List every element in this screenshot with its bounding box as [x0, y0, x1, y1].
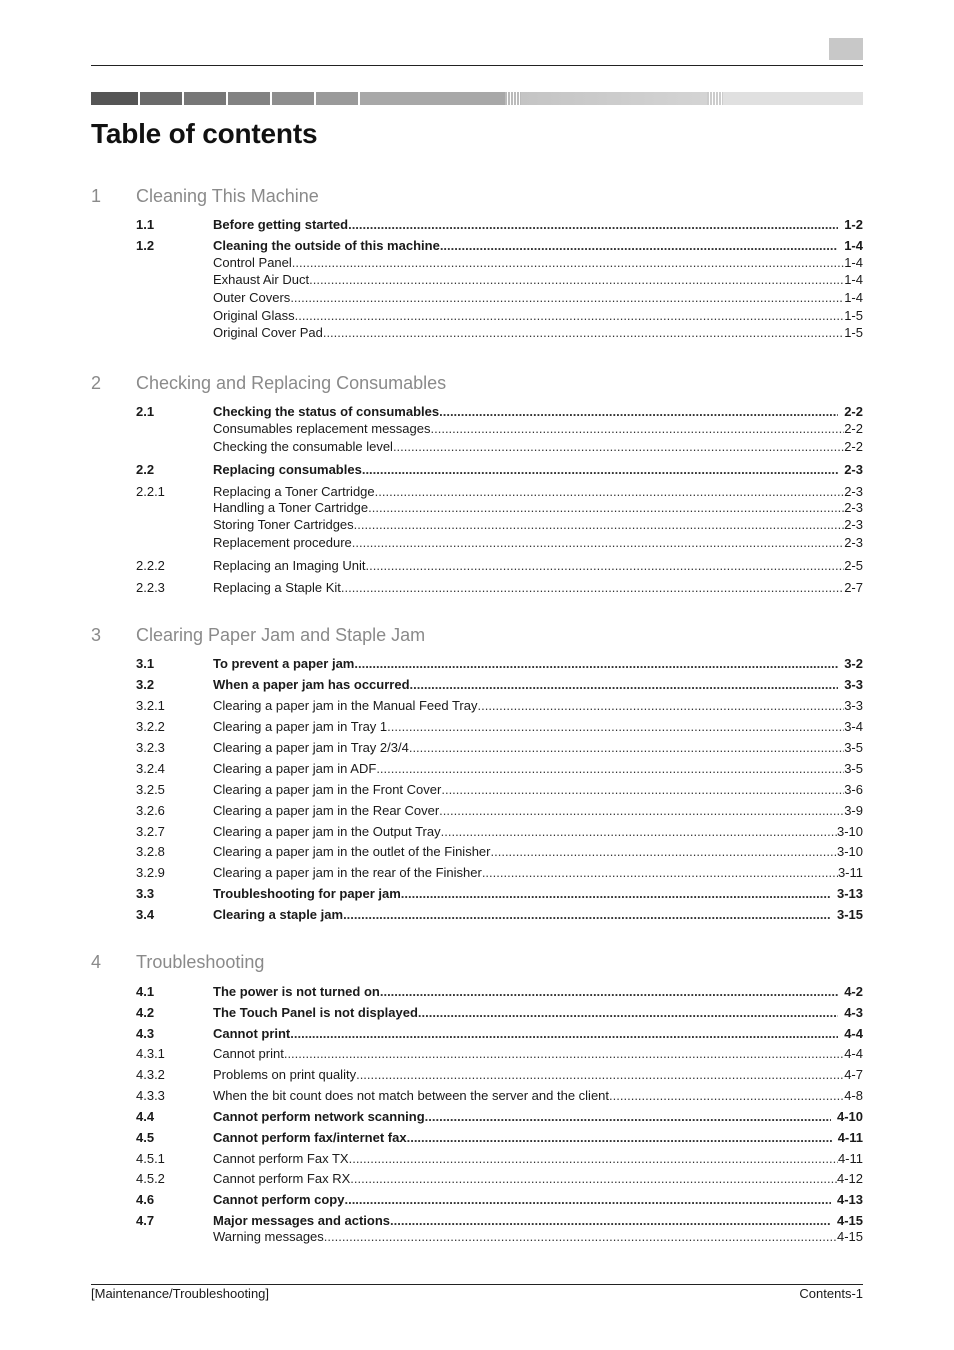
page-title: Table of contents [91, 118, 318, 149]
entry-number: 4.5.2 [136, 1171, 165, 1186]
header-tab-marker [829, 38, 863, 60]
entry-page: 3-10 [836, 824, 863, 839]
dot-leader [431, 421, 845, 437]
entry-page: 4-13 [836, 1192, 863, 1207]
dot-leader [290, 1026, 838, 1042]
entry-title: Cannot perform network scanning [213, 1109, 425, 1124]
entry-page: 4-2 [844, 984, 863, 999]
entry-leader-line [213, 1067, 863, 1083]
entry-number: 4.3.1 [136, 1046, 165, 1061]
toc-subsection-entry[interactable] [0, 719, 954, 735]
entry-number: 4.4 [136, 1109, 155, 1124]
dot-leader [441, 824, 837, 840]
toc-subsection-entry[interactable] [0, 1229, 954, 1245]
dot-leader [441, 782, 844, 798]
dot-leader [380, 984, 838, 1000]
dot-leader [482, 865, 838, 881]
toc-subsection-entry[interactable] [0, 325, 954, 341]
entry-title: To prevent a paper jam [213, 656, 355, 671]
entry-leader-line [213, 761, 863, 777]
entry-page: 2-3 [844, 517, 863, 532]
toc-section-entry[interactable] [0, 886, 954, 902]
entry-page: 3-10 [836, 844, 863, 859]
entry-number: 4.3.3 [136, 1088, 165, 1103]
dot-leader [348, 217, 838, 233]
dot-leader [440, 238, 838, 254]
entry-page: 1-4 [844, 255, 863, 270]
entry-title: Storing Toner Cartridges [213, 517, 354, 532]
entry-page: 2-3 [844, 484, 863, 499]
dot-leader [292, 255, 844, 271]
entry-page: 2-3 [844, 500, 863, 515]
entry-title: Replacing consumables [213, 462, 362, 477]
entry-page: 2-2 [844, 421, 863, 436]
toc-subsection-entry[interactable] [0, 1088, 954, 1104]
entry-number: 4.3.2 [136, 1067, 165, 1082]
entry-title: Clearing a paper jam in the Output Tray [213, 824, 441, 839]
entry-page: 3-6 [844, 782, 863, 797]
chapter-title: Cleaning This Machine [136, 186, 319, 206]
entry-page: 1-2 [844, 217, 863, 232]
entry-leader-line [213, 439, 863, 455]
entry-page: 4-4 [844, 1046, 863, 1061]
dot-leader [356, 1067, 844, 1083]
dot-leader [324, 1229, 837, 1245]
dot-leader [362, 462, 838, 478]
toc-subsection-entry[interactable] [0, 824, 954, 840]
entry-number: 2.2.2 [136, 558, 165, 573]
entry-title: Clearing a paper jam in the rear of the Finisher [213, 865, 482, 880]
entry-number: 2.2.1 [136, 484, 165, 499]
entry-title: Major messages and actions [213, 1213, 391, 1228]
toc-subsection-entry[interactable] [0, 782, 954, 798]
entry-leader-line [213, 1046, 863, 1062]
entry-page: 3-5 [844, 740, 863, 755]
entry-leader-line [213, 421, 863, 437]
entry-title: Clearing a paper jam in ADF [213, 761, 377, 776]
toc-section-entry[interactable] [0, 677, 954, 693]
entry-number: 4.7 [136, 1213, 155, 1228]
entry-title: Original Cover Pad [213, 325, 323, 340]
toc-subsection-entry[interactable] [0, 558, 954, 574]
entry-leader-line [213, 677, 863, 693]
entry-leader-line [213, 698, 863, 714]
entry-page: 3-13 [836, 886, 863, 901]
entry-number: 3.2.2 [136, 719, 165, 734]
toc-subsection-entry[interactable] [0, 1171, 954, 1187]
chapter-number: 3 [91, 625, 102, 645]
entry-page: 4-15 [836, 1213, 863, 1228]
entry-title: Checking the status of consumables [213, 404, 440, 419]
entry-number: 2.1 [136, 404, 155, 419]
entry-title: Control Panel [213, 255, 292, 270]
dot-leader [387, 719, 844, 735]
chapter-number: 1 [91, 186, 102, 206]
chapter-title: Clearing Paper Jam and Staple Jam [136, 625, 426, 645]
toc-subsection-entry[interactable] [0, 1046, 954, 1062]
dot-leader [407, 1130, 832, 1146]
entry-leader-line [213, 1229, 863, 1245]
entry-title: Clearing a paper jam in the Manual Feed Tray [213, 698, 478, 713]
toc-subsection-entry[interactable] [0, 421, 954, 437]
toc-section-entry[interactable] [0, 656, 954, 672]
toc-subsection-entry[interactable] [0, 740, 954, 756]
entry-leader-line [213, 984, 863, 1000]
toc-section-entry[interactable] [0, 238, 954, 254]
entry-title: Warning messages [213, 1229, 324, 1244]
dot-leader [390, 1213, 831, 1229]
dot-leader [376, 761, 844, 777]
entry-page: 4-10 [836, 1109, 863, 1124]
entry-page: 1-4 [844, 272, 863, 287]
entry-title: Clearing a paper jam in the Rear Cover [213, 803, 440, 818]
entry-page: 2-2 [844, 404, 863, 419]
entry-page: 3-3 [844, 677, 863, 692]
entry-leader-line [213, 462, 863, 478]
entry-title: When a paper jam has occurred [213, 677, 410, 692]
entry-title: Cannot perform Fax RX [213, 1171, 351, 1186]
entry-leader-line [213, 740, 863, 756]
entry-page: 3-2 [844, 656, 863, 671]
dot-leader [425, 1109, 831, 1125]
entry-leader-line [213, 886, 863, 902]
entry-title: Troubleshooting for paper jam [213, 886, 401, 901]
toc-subsection-entry[interactable] [0, 439, 954, 455]
entry-leader-line [213, 217, 863, 233]
entry-number: 3.2.3 [136, 740, 165, 755]
toc-subsection-entry[interactable] [0, 500, 954, 516]
entry-number: 4.5.1 [136, 1151, 165, 1166]
entry-number: 3.2.7 [136, 824, 165, 839]
entry-leader-line [213, 517, 863, 533]
entry-title: Original Glass [213, 308, 295, 323]
entry-title: Consumables replacement messages [213, 421, 431, 436]
entry-page: 2-7 [844, 580, 863, 595]
entry-title: Cannot perform fax/internet fax [213, 1130, 407, 1145]
toc-subsection-entry[interactable] [0, 1067, 954, 1083]
entry-title: The power is not turned on [213, 984, 380, 999]
entry-page: 2-3 [844, 535, 863, 550]
entry-number: 2.2 [136, 462, 155, 477]
entry-number: 3.4 [136, 907, 155, 922]
footer-rule [91, 1284, 863, 1285]
entry-number: 3.2.4 [136, 761, 165, 776]
dot-leader [343, 907, 831, 923]
dot-leader [491, 844, 837, 860]
entry-number: 3.3 [136, 886, 155, 901]
toc-subsection-entry[interactable] [0, 580, 954, 596]
entry-title: The Touch Panel is not displayed [213, 1005, 418, 1020]
entry-leader-line [213, 865, 863, 881]
toc-subsection-entry[interactable] [0, 517, 954, 533]
dot-leader [349, 1151, 838, 1167]
entry-number: 4.2 [136, 1005, 155, 1020]
dot-leader [477, 698, 844, 714]
entry-number: 3.2.8 [136, 844, 165, 859]
entry-number: 3.2.1 [136, 698, 165, 713]
entry-leader-line [213, 1192, 863, 1208]
entry-leader-line [213, 1088, 863, 1104]
entry-leader-line [213, 907, 863, 923]
dot-leader [341, 580, 844, 596]
toc-subsection-entry[interactable] [0, 484, 954, 500]
entry-page: 1-5 [844, 308, 863, 323]
toc-subsection-entry[interactable] [0, 272, 954, 288]
entry-leader-line [213, 308, 863, 324]
entry-title: Handling a Toner Cartridge [213, 500, 369, 515]
entry-number: 4.5 [136, 1130, 155, 1145]
toc-section-entry[interactable] [0, 1026, 954, 1042]
entry-title: Replacing an Imaging Unit [213, 558, 366, 573]
entry-page: 2-2 [844, 439, 863, 454]
dot-leader [354, 517, 845, 533]
entry-leader-line [213, 803, 863, 819]
entry-page: 4-15 [836, 1229, 863, 1244]
entry-title: Before getting started [213, 217, 349, 232]
entry-leader-line [213, 656, 863, 672]
toc-subsection-entry[interactable] [0, 761, 954, 777]
dot-leader [365, 558, 844, 574]
toc-subsection-entry[interactable] [0, 698, 954, 714]
entry-title: Clearing a paper jam in Tray 2/3/4 [213, 740, 409, 755]
dot-leader [401, 886, 831, 902]
entry-number: 2.2.3 [136, 580, 165, 595]
decorative-header-stripe [91, 92, 863, 105]
entry-title: Clearing a paper jam in the outlet of the Finisher [213, 844, 491, 859]
entry-title: Problems on print quality [213, 1067, 357, 1082]
toc-section-entry[interactable] [0, 1130, 954, 1146]
entry-leader-line [213, 1026, 863, 1042]
entry-leader-line [213, 580, 863, 596]
entry-title: Replacement procedure [213, 535, 352, 550]
entry-leader-line [213, 272, 863, 288]
dot-leader [309, 272, 844, 288]
dot-leader [284, 1046, 844, 1062]
footer-page-number: Contents-1 [799, 1286, 863, 1301]
toc-section-entry[interactable] [0, 217, 954, 233]
dot-leader [418, 1005, 838, 1021]
entry-title: Clearing a paper jam in Tray 1 [213, 719, 388, 734]
entry-page: 3-5 [844, 761, 863, 776]
chapter-title: Troubleshooting [136, 952, 265, 972]
entry-leader-line [213, 1130, 863, 1146]
entry-title: Cannot print [213, 1026, 291, 1041]
entry-title: Outer Covers [213, 290, 291, 305]
entry-page: 4-12 [836, 1171, 863, 1186]
toc-section-entry[interactable] [0, 1109, 954, 1125]
entry-page: 4-4 [844, 1026, 863, 1041]
dot-leader [410, 677, 839, 693]
entry-leader-line [213, 824, 863, 840]
toc-section-entry[interactable] [0, 404, 954, 420]
toc-subsection-entry[interactable] [0, 865, 954, 881]
entry-number: 3.2 [136, 677, 155, 692]
toc-section-entry[interactable] [0, 1005, 954, 1021]
entry-page: 2-5 [844, 558, 863, 573]
entry-title: Cannot perform Fax TX [213, 1151, 349, 1166]
toc-subsection-entry[interactable] [0, 255, 954, 271]
entry-title: Clearing a staple jam [213, 907, 344, 922]
entry-title: Cleaning the outside of this machine [213, 238, 440, 253]
dot-leader [409, 740, 844, 756]
entry-leader-line [213, 404, 863, 420]
entry-number: 4.3 [136, 1026, 155, 1041]
entry-leader-line [213, 290, 863, 306]
entry-page: 1-5 [844, 325, 863, 340]
entry-title: Clearing a paper jam in the Front Cover [213, 782, 442, 797]
entry-number: 3.1 [136, 656, 155, 671]
chapter-title: Checking and Replacing Consumables [136, 373, 447, 393]
dot-leader [609, 1088, 844, 1104]
dot-leader [295, 308, 845, 324]
entry-title: Cannot print [213, 1046, 284, 1061]
entry-page: 2-3 [844, 462, 863, 477]
entry-title: When the bit count does not match between the server and the client [213, 1088, 610, 1103]
entry-leader-line [213, 1151, 863, 1167]
entry-leader-line [213, 719, 863, 735]
entry-title: Checking the consumable level [213, 439, 393, 454]
toc-section-entry[interactable] [0, 1213, 954, 1229]
toc-subsection-entry[interactable] [0, 1151, 954, 1167]
entry-leader-line [213, 844, 863, 860]
entry-title: Replacing a Staple Kit [213, 580, 341, 595]
entry-leader-line [213, 1171, 863, 1187]
dot-leader [393, 439, 844, 455]
entry-leader-line [213, 325, 863, 341]
entry-number: 1.2 [136, 238, 155, 253]
entry-title: Replacing a Toner Cartridge [213, 484, 375, 499]
entry-page: 3-4 [844, 719, 863, 734]
entry-leader-line [213, 1109, 863, 1125]
dot-leader [344, 1192, 831, 1208]
entry-leader-line [213, 255, 863, 271]
entry-leader-line [213, 558, 863, 574]
entry-page: 4-11 [837, 1130, 863, 1145]
toc-subsection-entry[interactable] [0, 290, 954, 306]
toc-subsection-entry[interactable] [0, 535, 954, 551]
entry-leader-line [213, 535, 863, 551]
toc-section-entry[interactable] [0, 907, 954, 923]
entry-number: 3.2.9 [136, 865, 165, 880]
entry-leader-line [213, 500, 863, 516]
entry-page: 4-7 [844, 1067, 863, 1082]
header-rule [91, 65, 863, 66]
entry-page: 3-3 [844, 698, 863, 713]
entry-page: 1-4 [844, 238, 863, 253]
dot-leader [375, 484, 845, 500]
toc-section-entry[interactable] [0, 984, 954, 1000]
dot-leader [290, 290, 844, 306]
dot-leader [439, 404, 838, 420]
entry-title: Cannot perform copy [213, 1192, 345, 1207]
entry-page: 3-11 [837, 865, 863, 880]
entry-leader-line [213, 238, 863, 254]
entry-page: 4-11 [837, 1151, 863, 1166]
entry-number: 3.2.5 [136, 782, 165, 797]
entry-number: 4.6 [136, 1192, 155, 1207]
entry-page: 4-3 [844, 1005, 863, 1020]
toc-subsection-entry[interactable] [0, 844, 954, 860]
entry-leader-line [213, 484, 863, 500]
toc-subsection-entry[interactable] [0, 308, 954, 324]
dot-leader [439, 803, 844, 819]
dot-leader [350, 1171, 837, 1187]
toc-section-entry[interactable] [0, 1192, 954, 1208]
entry-number: 4.1 [136, 984, 155, 999]
entry-leader-line [213, 1213, 863, 1229]
entry-leader-line [213, 782, 863, 798]
entry-page: 1-4 [844, 290, 863, 305]
entry-page: 3-15 [836, 907, 863, 922]
toc-section-entry[interactable] [0, 462, 954, 478]
entry-page: 3-9 [844, 803, 863, 818]
entry-number: 3.2.6 [136, 803, 165, 818]
entry-number: 1.1 [136, 217, 155, 232]
dot-leader [352, 535, 844, 551]
chapter-number: 4 [91, 952, 102, 972]
dot-leader [323, 325, 844, 341]
dot-leader [354, 656, 838, 672]
entry-title: Exhaust Air Duct [213, 272, 310, 287]
toc-subsection-entry[interactable] [0, 803, 954, 819]
entry-leader-line [213, 1005, 863, 1021]
chapter-number: 2 [91, 373, 102, 393]
dot-leader [368, 500, 844, 516]
footer-document-name: [Maintenance/Troubleshooting] [91, 1286, 270, 1301]
entry-page: 4-8 [844, 1088, 863, 1103]
